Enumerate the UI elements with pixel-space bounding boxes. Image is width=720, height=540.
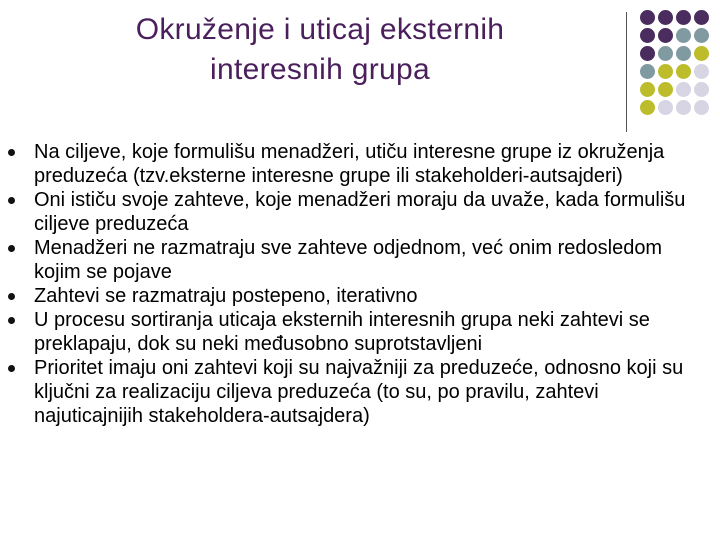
bullet-item [8, 356, 708, 428]
decorative-dot [658, 100, 673, 115]
bullet-item [8, 236, 708, 284]
decorative-dot [676, 46, 691, 61]
bullet-text: Na ciljeve, koje formulišu menadžeri, utiču interesne grupe iz okruženja preduzeća (tzv.eksterne interesne grupe ili stakeholderi-autsajderi) [34, 141, 665, 187]
bullet-item [8, 308, 708, 356]
decorative-dot [640, 100, 655, 115]
decorative-dot [676, 82, 691, 97]
decorative-dot [658, 28, 673, 43]
bullet-text: Menadžeri ne razmatraju sve zahteve odjednom, već onim redosledom kojim se pojave [34, 237, 663, 283]
decorative-dot [640, 64, 655, 79]
decorative-dot [640, 46, 655, 61]
bullet-item [8, 284, 708, 308]
slide-title-line-2: interesnih grupa [210, 53, 430, 86]
decorative-dot [676, 64, 691, 79]
decorative-dot [694, 10, 709, 25]
decorative-dot [640, 28, 655, 43]
slide-title-line-1: Okruženje i uticaj eksternih [135, 13, 505, 46]
decorative-dot [640, 10, 655, 25]
decorative-dot [694, 82, 709, 97]
decorative-dot [676, 10, 691, 25]
bullet-dot-icon [8, 197, 15, 204]
bullet-text: Oni ističu svoje zahteve, koje menadžeri moraju da uvaže, kada formulišu ciljeve preduzeća [34, 189, 686, 235]
slide-title [40, 10, 600, 90]
decorative-dot [694, 64, 709, 79]
bullet-text: Zahtevi se razmatraju postepeno, iterativno [34, 285, 418, 307]
decorative-dot [694, 46, 709, 61]
bullet-text: Prioritet imaju oni zahtevi koji su najvažniji za preduzeće, odnosno koji su ključni za realizaciju ciljeva preduzeća (to su, po pravilu, zahtevi najuticajnijih stakeholdera-autsajdera) [34, 357, 684, 427]
bullet-dot-icon [8, 365, 15, 372]
bullet-item [8, 140, 708, 188]
decorative-dot [676, 28, 691, 43]
bullet-item [8, 188, 708, 236]
bullet-dot-icon [8, 245, 15, 252]
decorative-dot [658, 46, 673, 61]
bullet-list [8, 140, 708, 428]
bullet-text: U procesu sortiranja uticaja eksternih interesnih grupa neki zahtevi se preklapaju, dok su neki međusobno suprotstavljeni [34, 309, 650, 355]
decorative-dot [694, 28, 709, 43]
bullet-dot-icon [8, 149, 15, 156]
decorative-dot-grid [640, 10, 711, 117]
decorative-dot [658, 10, 673, 25]
decorative-dot [640, 82, 655, 97]
decorative-dot [658, 64, 673, 79]
bullet-dot-icon [8, 293, 15, 300]
decorative-dot [694, 100, 709, 115]
decorative-dot [658, 82, 673, 97]
decorative-divider-line [626, 12, 627, 132]
decorative-dot [676, 100, 691, 115]
bullet-dot-icon [8, 317, 15, 324]
